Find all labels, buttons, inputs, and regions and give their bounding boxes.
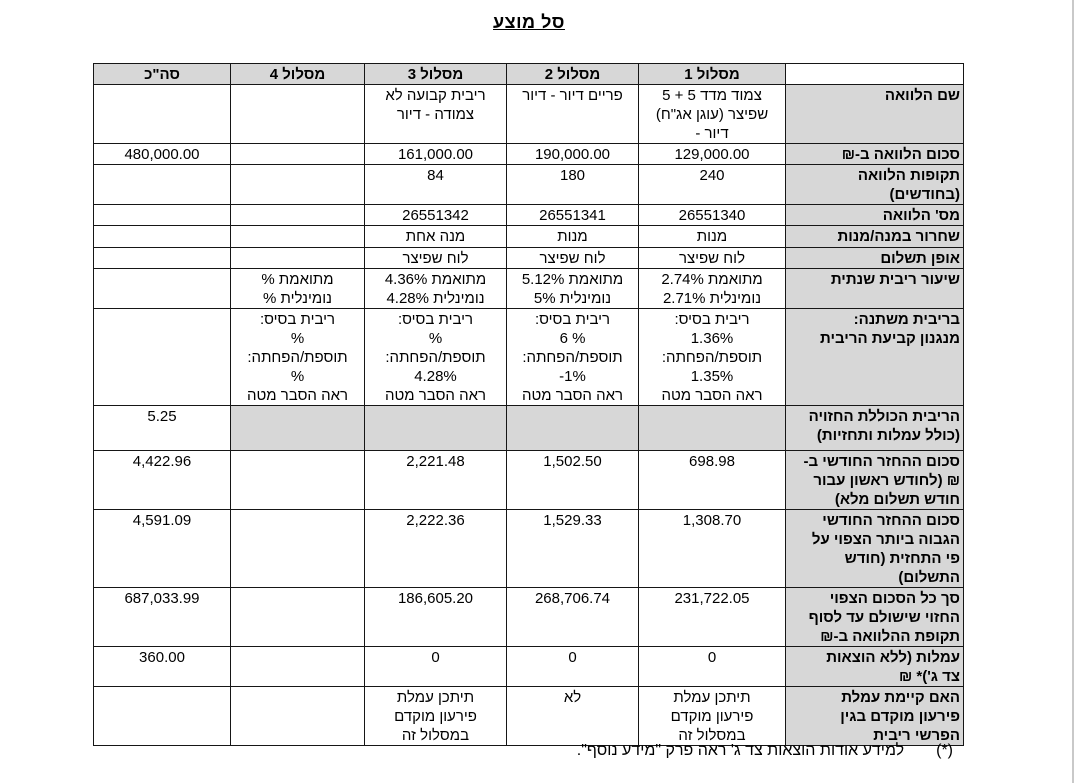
cell-annual-interest-rate-track4: מתואמת % נומינלית % xyxy=(231,269,365,309)
cell-total-forecast-interest-track1 xyxy=(639,406,786,451)
footnote xyxy=(93,742,965,760)
page-title-wrap xyxy=(93,12,965,33)
cell-monthly-repayment-total: 4,422.96 xyxy=(94,451,231,510)
cell-loan-number-track2: 26551341 xyxy=(507,205,639,226)
cell-fees-excl-third-party-track1: 0 xyxy=(639,647,786,687)
cell-monthly-repayment-track3: 2,221.48 xyxy=(365,451,507,510)
table-row-variable-interest-mechanism xyxy=(94,309,964,406)
proposed-basket-table xyxy=(93,63,964,746)
cell-total-forecast-interest-total: 5.25 xyxy=(94,406,231,451)
table-row-release-portions xyxy=(94,226,964,248)
row-label-total-forecast-interest: הריבית הכוללת החזויה (כולל עמלות ותחזיות) xyxy=(786,406,964,451)
row-label-early-repayment-fee: האם קיימת עמלת פירעון מוקדם בגין הפרשי ריבית xyxy=(786,687,964,746)
cell-loan-amount-nis-track3: 161,000.00 xyxy=(365,144,507,165)
table-row-total-forecast-interest xyxy=(94,406,964,451)
cell-early-repayment-fee-track1: תיתכן עמלת פירעון מוקדם במסלול זה xyxy=(639,687,786,746)
footnote-text: למידע אודות הוצאות צד ג' ראה פרק "מידע נוסף". xyxy=(576,742,905,759)
row-label-highest-monthly-repayment: סכום ההחזר החודשי הגבוה ביותר הצפוי על פי התחזית (חודש התשלום) xyxy=(786,510,964,588)
cell-total-forecast-interest-track3 xyxy=(365,406,507,451)
table-row-loan-period-months xyxy=(94,165,964,205)
cell-loan-period-months-track2: 180 xyxy=(507,165,639,205)
column-header-track3: מסלול 3 xyxy=(365,64,507,85)
cell-loan-name-track1: 5 + 5 צמוד מדד שפיצר (עוגן אג"ח) - דיור xyxy=(639,85,786,144)
cell-fees-excl-third-party-track2: 0 xyxy=(507,647,639,687)
cell-loan-amount-nis-track2: 190,000.00 xyxy=(507,144,639,165)
table-row-annual-interest-rate xyxy=(94,269,964,309)
row-label-payment-method: אופן תשלום xyxy=(786,248,964,269)
cell-payment-method-total xyxy=(94,248,231,269)
table-row-payment-method xyxy=(94,248,964,269)
cell-variable-interest-mechanism-total xyxy=(94,309,231,406)
row-label-loan-period-months: תקופות הלוואה (בחודשים) xyxy=(786,165,964,205)
cell-loan-number-total xyxy=(94,205,231,226)
cell-payment-method-track3: לוח שפיצר xyxy=(365,248,507,269)
cell-annual-interest-rate-track3: מתואמת 4.36% נומינלית 4.28% xyxy=(365,269,507,309)
cell-early-repayment-fee-track3: תיתכן עמלת פירעון מוקדם במסלול זה xyxy=(365,687,507,746)
cell-monthly-repayment-track2: 1,502.50 xyxy=(507,451,639,510)
cell-total-expected-payment-track4 xyxy=(231,588,365,647)
cell-total-expected-payment-total: 687,033.99 xyxy=(94,588,231,647)
cell-highest-monthly-repayment-track2: 1,529.33 xyxy=(507,510,639,588)
cell-release-portions-track3: מנה אחת xyxy=(365,226,507,248)
row-label-annual-interest-rate: שיעור ריבית שנתית xyxy=(786,269,964,309)
cell-total-expected-payment-track2: 268,706.74 xyxy=(507,588,639,647)
table-row-loan-amount-nis xyxy=(94,144,964,165)
cell-loan-amount-nis-track1: 129,000.00 xyxy=(639,144,786,165)
cell-variable-interest-mechanism-track2: ריבית בסיס: 6 % תוספת/הפחתה: -1% ראה הסבר מטה xyxy=(507,309,639,406)
cell-fees-excl-third-party-track3: 0 xyxy=(365,647,507,687)
cell-loan-name-track3: ריבית קבועה לא צמודה - דיור xyxy=(365,85,507,144)
page-title: סל מוצע xyxy=(493,12,565,32)
column-header-total: סה"כ xyxy=(94,64,231,85)
footnote-marker: (*) xyxy=(936,742,953,759)
cell-payment-method-track1: לוח שפיצר xyxy=(639,248,786,269)
cell-early-repayment-fee-track2: לא xyxy=(507,687,639,746)
table-row-loan-name xyxy=(94,85,964,144)
cell-loan-period-months-track1: 240 xyxy=(639,165,786,205)
row-label-monthly-repayment: סכום ההחזר החודשי ב- ₪ (לחודש ראשון עבור חודש תשלום מלא) xyxy=(786,451,964,510)
table-row-highest-monthly-repayment xyxy=(94,510,964,588)
cell-loan-number-track3: 26551342 xyxy=(365,205,507,226)
table-row-early-repayment-fee xyxy=(94,687,964,746)
cell-total-expected-payment-track3: 186,605.20 xyxy=(365,588,507,647)
header-blank-cell xyxy=(786,64,964,85)
table-row-total-expected-payment xyxy=(94,588,964,647)
cell-variable-interest-mechanism-track1: ריבית בסיס: 1.36% תוספת/הפחתה: 1.35% ראה הסבר מטה xyxy=(639,309,786,406)
cell-loan-amount-nis-total: 480,000.00 xyxy=(94,144,231,165)
cell-early-repayment-fee-track4 xyxy=(231,687,365,746)
cell-total-forecast-interest-track4 xyxy=(231,406,365,451)
cell-loan-name-total xyxy=(94,85,231,144)
row-label-total-expected-payment: סך כל הסכום הצפוי החזוי שישולם עד לסוף תקופת ההלוואה ב-₪ xyxy=(786,588,964,647)
cell-annual-interest-rate-track1: מתואמת 2.74% נומינלית 2.71% xyxy=(639,269,786,309)
cell-loan-number-track1: 26551340 xyxy=(639,205,786,226)
cell-release-portions-total xyxy=(94,226,231,248)
row-label-release-portions: שחרור במנה/מנות xyxy=(786,226,964,248)
cell-payment-method-track2: לוח שפיצר xyxy=(507,248,639,269)
cell-monthly-repayment-track4 xyxy=(231,451,365,510)
cell-fees-excl-third-party-track4 xyxy=(231,647,365,687)
cell-highest-monthly-repayment-track3: 2,222.36 xyxy=(365,510,507,588)
page-edge-line xyxy=(1072,0,1074,783)
cell-highest-monthly-repayment-track1: 1,308.70 xyxy=(639,510,786,588)
table-row-monthly-repayment xyxy=(94,451,964,510)
row-label-variable-interest-mechanism: בריבית משתנה: מנגנון קביעת הריבית xyxy=(786,309,964,406)
cell-release-portions-track2: מנות xyxy=(507,226,639,248)
cell-total-expected-payment-track1: 231,722.05 xyxy=(639,588,786,647)
cell-loan-name-track2: פריים דיור - דיור xyxy=(507,85,639,144)
table-body xyxy=(94,64,964,746)
cell-highest-monthly-repayment-track4 xyxy=(231,510,365,588)
cell-fees-excl-third-party-total: 360.00 xyxy=(94,647,231,687)
row-label-loan-number: מס' הלוואה xyxy=(786,205,964,226)
cell-variable-interest-mechanism-track3: ריבית בסיס: % תוספת/הפחתה: 4.28% ראה הסבר מטה xyxy=(365,309,507,406)
cell-annual-interest-rate-track2: מתואמת 5.12% נומינלית 5% xyxy=(507,269,639,309)
table-row-loan-number xyxy=(94,205,964,226)
cell-loan-amount-nis-track4 xyxy=(231,144,365,165)
row-label-loan-name: שם הלוואה xyxy=(786,85,964,144)
cell-loan-period-months-track4 xyxy=(231,165,365,205)
cell-monthly-repayment-track1: 698.98 xyxy=(639,451,786,510)
cell-loan-name-track4 xyxy=(231,85,365,144)
column-header-track2: מסלול 2 xyxy=(507,64,639,85)
cell-payment-method-track4 xyxy=(231,248,365,269)
cell-release-portions-track1: מנות xyxy=(639,226,786,248)
cell-highest-monthly-repayment-total: 4,591.09 xyxy=(94,510,231,588)
table-row-fees-excl-third-party xyxy=(94,647,964,687)
cell-total-forecast-interest-track2 xyxy=(507,406,639,451)
cell-annual-interest-rate-total xyxy=(94,269,231,309)
cell-release-portions-track4 xyxy=(231,226,365,248)
cell-variable-interest-mechanism-track4: ריבית בסיס: % תוספת/הפחתה: % ראה הסבר מטה xyxy=(231,309,365,406)
row-label-fees-excl-third-party: עמלות (ללא הוצאות צד ג')* ₪ xyxy=(786,647,964,687)
cell-loan-period-months-total xyxy=(94,165,231,205)
column-header-track4: מסלול 4 xyxy=(231,64,365,85)
cell-early-repayment-fee-total xyxy=(94,687,231,746)
cell-loan-number-track4 xyxy=(231,205,365,226)
column-header-track1: מסלול 1 xyxy=(639,64,786,85)
row-label-loan-amount-nis: סכום הלוואה ב-₪ xyxy=(786,144,964,165)
cell-loan-period-months-track3: 84 xyxy=(365,165,507,205)
